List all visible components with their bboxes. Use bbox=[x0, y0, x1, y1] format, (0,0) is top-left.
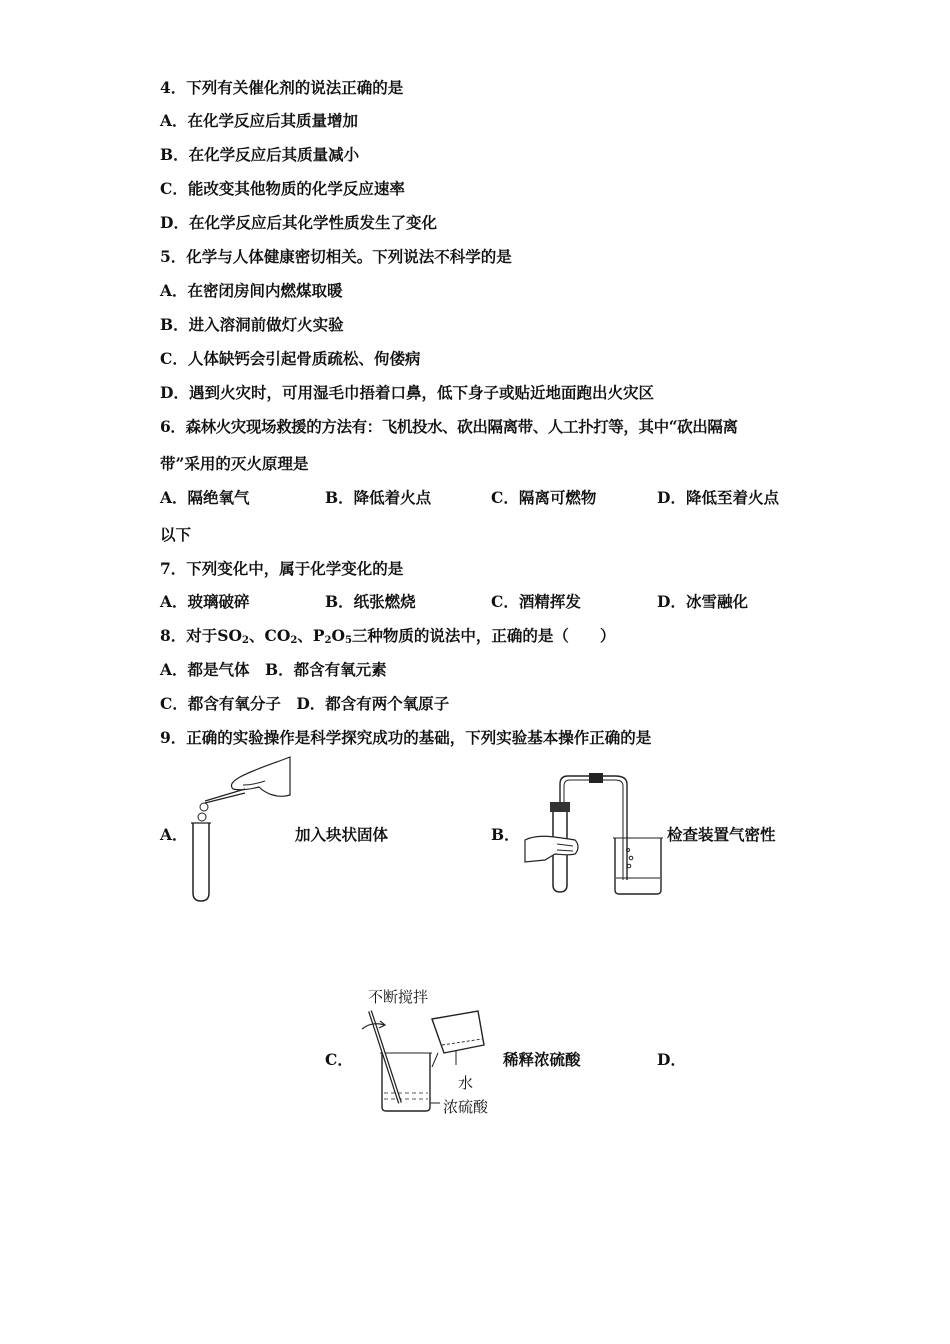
q8-options-ab: A．都是气体 B．都含有氧元素 bbox=[160, 660, 387, 679]
q9-stem: 9．正确的实验操作是科学探究成功的基础，下列实验基本操作正确的是 bbox=[160, 728, 652, 747]
q7-stem: 7．下列变化中，属于化学变化的是 bbox=[160, 559, 404, 578]
q6-option-b: B．降低着火点 bbox=[325, 488, 432, 507]
q9-option-a-text: 加入块状固体 bbox=[295, 825, 389, 844]
q6-option-d: D．降低至着火点 bbox=[657, 488, 779, 507]
q6-option-d-continued: 以下 bbox=[160, 525, 192, 544]
q8-options-cd: C．都含有氧分子 D．都含有两个氧原子 bbox=[160, 694, 450, 713]
q9-option-c-label: C． bbox=[325, 1050, 353, 1069]
q5-option-d: D．遇到火灾时，可用湿毛巾捂着口鼻，低下身子或贴近地面跑出火灾区 bbox=[160, 383, 654, 402]
q9-fig-c-water-label: 水 bbox=[458, 1074, 474, 1092]
q8-prefix: 8．对于 bbox=[160, 626, 218, 645]
formula-p2o5: $P_2O_5$ bbox=[312, 626, 352, 646]
q9-option-b-text: 检查装置气密性 bbox=[667, 825, 776, 844]
q8-separator-1: 、 bbox=[248, 626, 265, 645]
q7-option-d: D．冰雪融化 bbox=[657, 592, 748, 611]
q9-option-c-text: 稀释浓硫酸 bbox=[503, 1050, 581, 1069]
q7-option-a: A．玻璃破碎 bbox=[160, 592, 250, 611]
q9-option-b-label: B． bbox=[491, 825, 520, 844]
q5-option-a: A．在密闭房间内燃煤取暖 bbox=[160, 281, 343, 300]
q7-option-b: B．纸张燃烧 bbox=[325, 592, 416, 611]
q9-option-a-label: A． bbox=[160, 825, 188, 844]
q5-option-c: C．人体缺钙会引起骨质疏松、佝偻病 bbox=[160, 349, 421, 368]
q6-option-a: A．隔绝氧气 bbox=[160, 488, 250, 507]
q5-option-b: B．进入溶洞前做灯火实验 bbox=[160, 315, 344, 334]
q9-fig-c-stir-label: 不断搅拌 bbox=[368, 988, 429, 1006]
q4-option-c: C．能改变其他物质的化学反应速率 bbox=[160, 179, 405, 198]
q6-option-c: C．隔离可燃物 bbox=[491, 488, 597, 507]
q7-option-c: C．酒精挥发 bbox=[491, 592, 581, 611]
q8-suffix: 三种物质的说法中，正确的是（ ） bbox=[351, 626, 616, 645]
upright-test-tube-figure bbox=[185, 755, 295, 905]
q4-option-d: D．在化学反应后其化学性质发生了变化 bbox=[160, 213, 437, 232]
airtightness-check-figure bbox=[515, 770, 665, 900]
q8-stem bbox=[160, 626, 615, 651]
q4-option-a: A．在化学反应后其质量增加 bbox=[160, 111, 359, 130]
q8-separator-2: 、 bbox=[297, 626, 313, 645]
q4-option-b: B．在化学反应后其质量减小 bbox=[160, 145, 360, 164]
q9-option-d-label: D． bbox=[657, 1050, 686, 1069]
q4-stem: 4．下列有关催化剂的说法正确的是 bbox=[160, 78, 404, 97]
q6-stem-line1: 6．森林火灾现场救援的方法有：飞机投水、砍出隔离带、人工扑打等，其中“砍出隔离 bbox=[160, 417, 738, 436]
formula-so2: $SO_2$ bbox=[217, 626, 249, 646]
q5-stem: 5．化学与人体健康密切相关。下列说法不科学的是 bbox=[160, 247, 512, 266]
formula-co2: $CO_2$ bbox=[264, 626, 298, 646]
q6-stem-line2: 带”采用的灭火原理是 bbox=[160, 454, 309, 473]
q9-fig-c-acid-label: 浓硫酸 bbox=[443, 1098, 489, 1116]
